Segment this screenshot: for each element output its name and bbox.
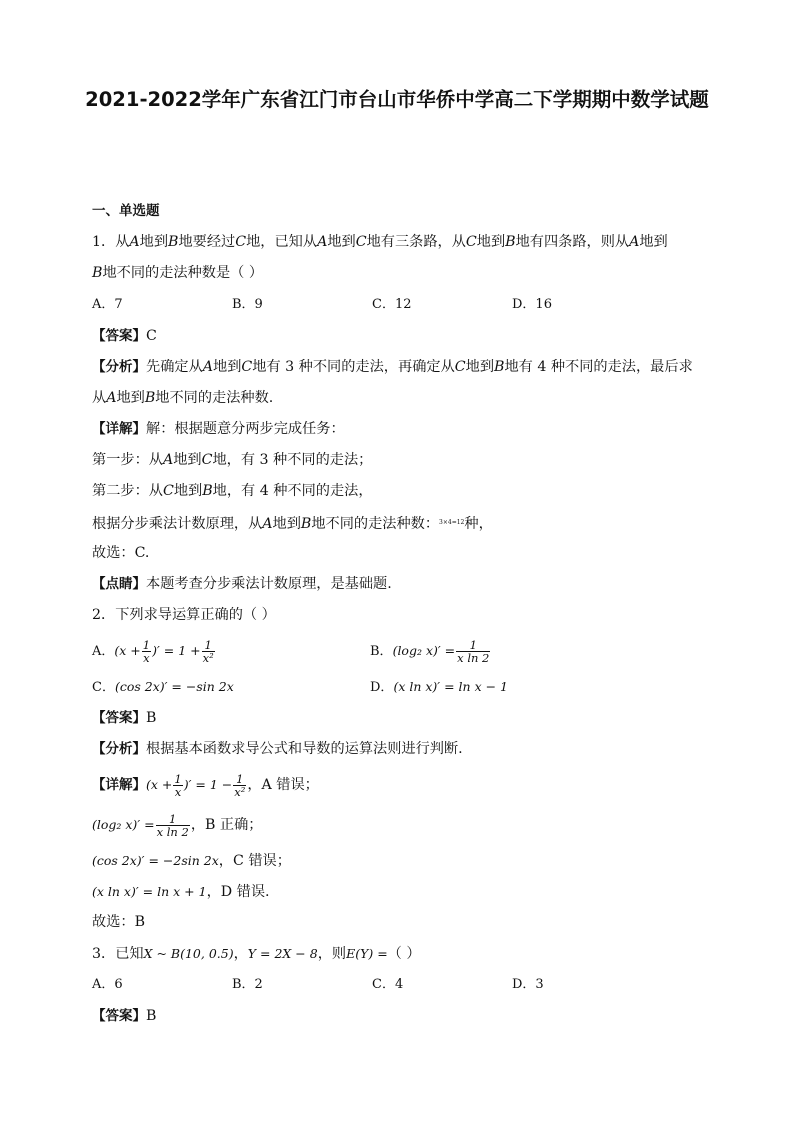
text: 地到 xyxy=(213,359,242,375)
text: 地到 xyxy=(465,359,495,375)
q3-choices xyxy=(92,969,702,1001)
text: 地，有 3 种不同的走法； xyxy=(212,452,373,468)
text: 地到 xyxy=(139,234,169,250)
math: (cos 2x)′ = −sin 2x xyxy=(114,679,234,694)
answer-value: C xyxy=(146,328,157,344)
choice-b: B．2 xyxy=(232,977,263,992)
analysis-tag: 【分析】 xyxy=(92,741,146,757)
numerator: 1 xyxy=(233,773,246,786)
detail-tag: 【详解】 xyxy=(92,777,146,793)
q2-choices-row1 xyxy=(92,631,702,671)
choice-a xyxy=(92,631,370,671)
var-c: C xyxy=(235,234,247,250)
math: (x ln x)′ = ln x + 1 xyxy=(92,884,207,899)
choice-b: B．9 xyxy=(232,297,263,312)
comment-tag: 【点睛】 xyxy=(92,576,146,592)
label: A． xyxy=(92,644,115,659)
var-c: C xyxy=(162,483,174,499)
q1-choose: 故选：C. xyxy=(92,545,150,561)
q3-stem xyxy=(92,938,702,969)
q2-detail-b xyxy=(92,805,702,845)
math: )′ = 1 + xyxy=(152,643,201,658)
q2-detail-a xyxy=(92,765,702,805)
text: ，C 错误； xyxy=(218,853,291,869)
numerator: 1 xyxy=(456,639,490,652)
text: 地，已知从 xyxy=(246,234,318,250)
math: (log₂ x)′ = xyxy=(392,643,456,658)
text: 地有四条路，则从 xyxy=(515,234,630,250)
var-b: B xyxy=(494,359,505,375)
text: 地到 xyxy=(327,234,356,250)
q2-detail-c xyxy=(92,845,702,876)
text: 1．从 xyxy=(92,234,130,250)
answer-tag: 【答案】 xyxy=(92,710,146,726)
q1-principle xyxy=(92,507,702,538)
text: ，B 正确； xyxy=(190,817,263,833)
text: 解：根据题意分两步完成任务： xyxy=(146,421,345,437)
var-c: C xyxy=(465,234,477,250)
denominator: x xyxy=(174,784,182,799)
text: 地到 xyxy=(639,234,668,250)
text: 第一步：从 xyxy=(92,452,163,468)
text: 地到 xyxy=(476,234,506,250)
text: 种， xyxy=(464,516,493,532)
analysis-tag: 【分析】 xyxy=(92,359,146,375)
choice-d: D．3 xyxy=(512,977,544,992)
tiny-product: 3×4=12 xyxy=(439,519,465,526)
text: 地到 xyxy=(116,390,145,406)
q2-detail-d xyxy=(92,876,702,907)
text: ， xyxy=(233,946,248,962)
fraction xyxy=(142,639,151,664)
label: B． xyxy=(370,644,393,659)
detail-tag: 【详解】 xyxy=(92,421,146,437)
q1-stem-line1 xyxy=(92,227,702,258)
text: 根据分步乘法计数原理，从 xyxy=(92,516,263,532)
choice-b xyxy=(370,631,648,671)
q2-choose: 故选：B xyxy=(92,914,145,930)
text: ，A 错误； xyxy=(247,777,319,793)
math: )′ = 1 − xyxy=(183,777,233,792)
section-heading: 一、单选题 xyxy=(92,203,160,219)
var-a: A xyxy=(262,516,273,532)
text: 地有三条路，从 xyxy=(366,234,466,250)
text: ，D 错误. xyxy=(206,884,270,900)
var-b: B xyxy=(144,390,156,406)
var-b: B xyxy=(505,234,516,250)
text: 地不同的走法种数. xyxy=(155,390,274,406)
fraction xyxy=(202,639,215,664)
q1-analysis-line2 xyxy=(92,383,702,414)
text: 地要经过 xyxy=(178,234,236,250)
choice-d xyxy=(370,671,648,703)
q3-answer xyxy=(92,1001,702,1032)
page-title: 2021-2022学年广东省江门市台山市华侨中学高二下学期期中数学试题 xyxy=(85,88,709,111)
var-b: B xyxy=(168,234,179,250)
var-a: A xyxy=(629,234,640,250)
var-a: A xyxy=(129,234,140,250)
text: 地到 xyxy=(173,483,203,499)
var-c: C xyxy=(454,359,466,375)
q1-comment xyxy=(92,569,702,600)
fraction xyxy=(156,813,190,838)
q1-answer xyxy=(92,321,702,352)
text: ，则 xyxy=(317,946,347,962)
text: 根据基本函数求导公式和导数的运算法则进行判断. xyxy=(146,741,463,757)
choice-c xyxy=(92,671,370,703)
var-a: A xyxy=(162,452,174,468)
var-a: A xyxy=(317,234,328,250)
math: (x ln x)′ = ln x − 1 xyxy=(393,679,508,694)
text: 本题考查分步乘法计数原理，是基础题. xyxy=(146,576,392,592)
math: X ~ B(10, 0.5) xyxy=(143,946,234,961)
var-a: A xyxy=(106,390,117,406)
denominator: x ln 2 xyxy=(156,824,189,839)
denominator: x² xyxy=(234,784,246,799)
answer-value: B xyxy=(146,710,157,726)
text: 从 xyxy=(92,390,107,406)
q1-choices xyxy=(92,289,702,321)
fraction xyxy=(233,773,246,798)
text: 先确定从 xyxy=(146,359,203,375)
text: 地有 3 种不同的走法，再确定从 xyxy=(252,359,455,375)
math: (x + xyxy=(114,643,141,658)
label: C． xyxy=(92,680,115,695)
answer-tag: 【答案】 xyxy=(92,328,146,344)
q1-step1 xyxy=(92,445,702,476)
choice-c: C．4 xyxy=(372,977,404,992)
q2-stem: 2．下列求导运算正确的（ ） xyxy=(92,607,276,623)
fraction xyxy=(456,639,490,664)
math: (x + xyxy=(146,777,173,792)
text: 地，有 4 种不同的走法， xyxy=(212,483,373,499)
q2-choices-row2 xyxy=(92,671,702,703)
denominator: x² xyxy=(202,651,214,665)
text: 地有 4 种不同的走法，最后求 xyxy=(504,359,693,375)
q1-step2 xyxy=(92,476,702,507)
q1-stem-line2 xyxy=(92,258,702,289)
text: 地不同的走法种数是（ ） xyxy=(102,265,264,281)
var-b: B xyxy=(300,516,312,532)
choice-a: A．7 xyxy=(92,297,123,312)
math: (cos 2x)′ = −2sin 2x xyxy=(92,853,219,868)
var-c: C xyxy=(201,452,213,468)
answer-tag: 【答案】 xyxy=(92,1008,146,1024)
fraction xyxy=(173,773,182,798)
label: D． xyxy=(370,680,394,695)
q1-detail xyxy=(92,414,702,445)
var-b: B xyxy=(92,265,103,281)
numerator: 1 xyxy=(202,639,215,652)
choice-d: D．16 xyxy=(512,297,552,312)
denominator: x xyxy=(143,651,150,665)
text: 地到 xyxy=(272,516,301,532)
answer-value: B xyxy=(146,1008,157,1024)
document-body xyxy=(92,196,702,1032)
var-a: A xyxy=(202,359,214,375)
var-c: C xyxy=(355,234,367,250)
numerator: 1 xyxy=(142,638,151,652)
text: 地不同的走法种数： xyxy=(311,516,440,532)
q2-answer xyxy=(92,703,702,734)
var-b: B xyxy=(202,483,213,499)
text: 3．已知 xyxy=(92,946,144,962)
numerator: 1 xyxy=(156,813,190,826)
text: （ ） xyxy=(387,946,421,962)
choice-a: A．6 xyxy=(92,977,123,992)
choice-c: C．12 xyxy=(372,297,412,312)
q1-analysis-line1 xyxy=(92,352,702,383)
q2-analysis xyxy=(92,734,702,765)
math: (log₂ x)′ = xyxy=(92,817,155,832)
math: Y = 2X − 8 xyxy=(247,946,318,961)
denominator: x ln 2 xyxy=(457,651,490,665)
text: 地到 xyxy=(173,452,202,468)
numerator: 1 xyxy=(174,771,182,786)
text: 第二步：从 xyxy=(92,483,163,499)
math: E(Y) = xyxy=(346,946,388,961)
var-c: C xyxy=(241,359,253,375)
